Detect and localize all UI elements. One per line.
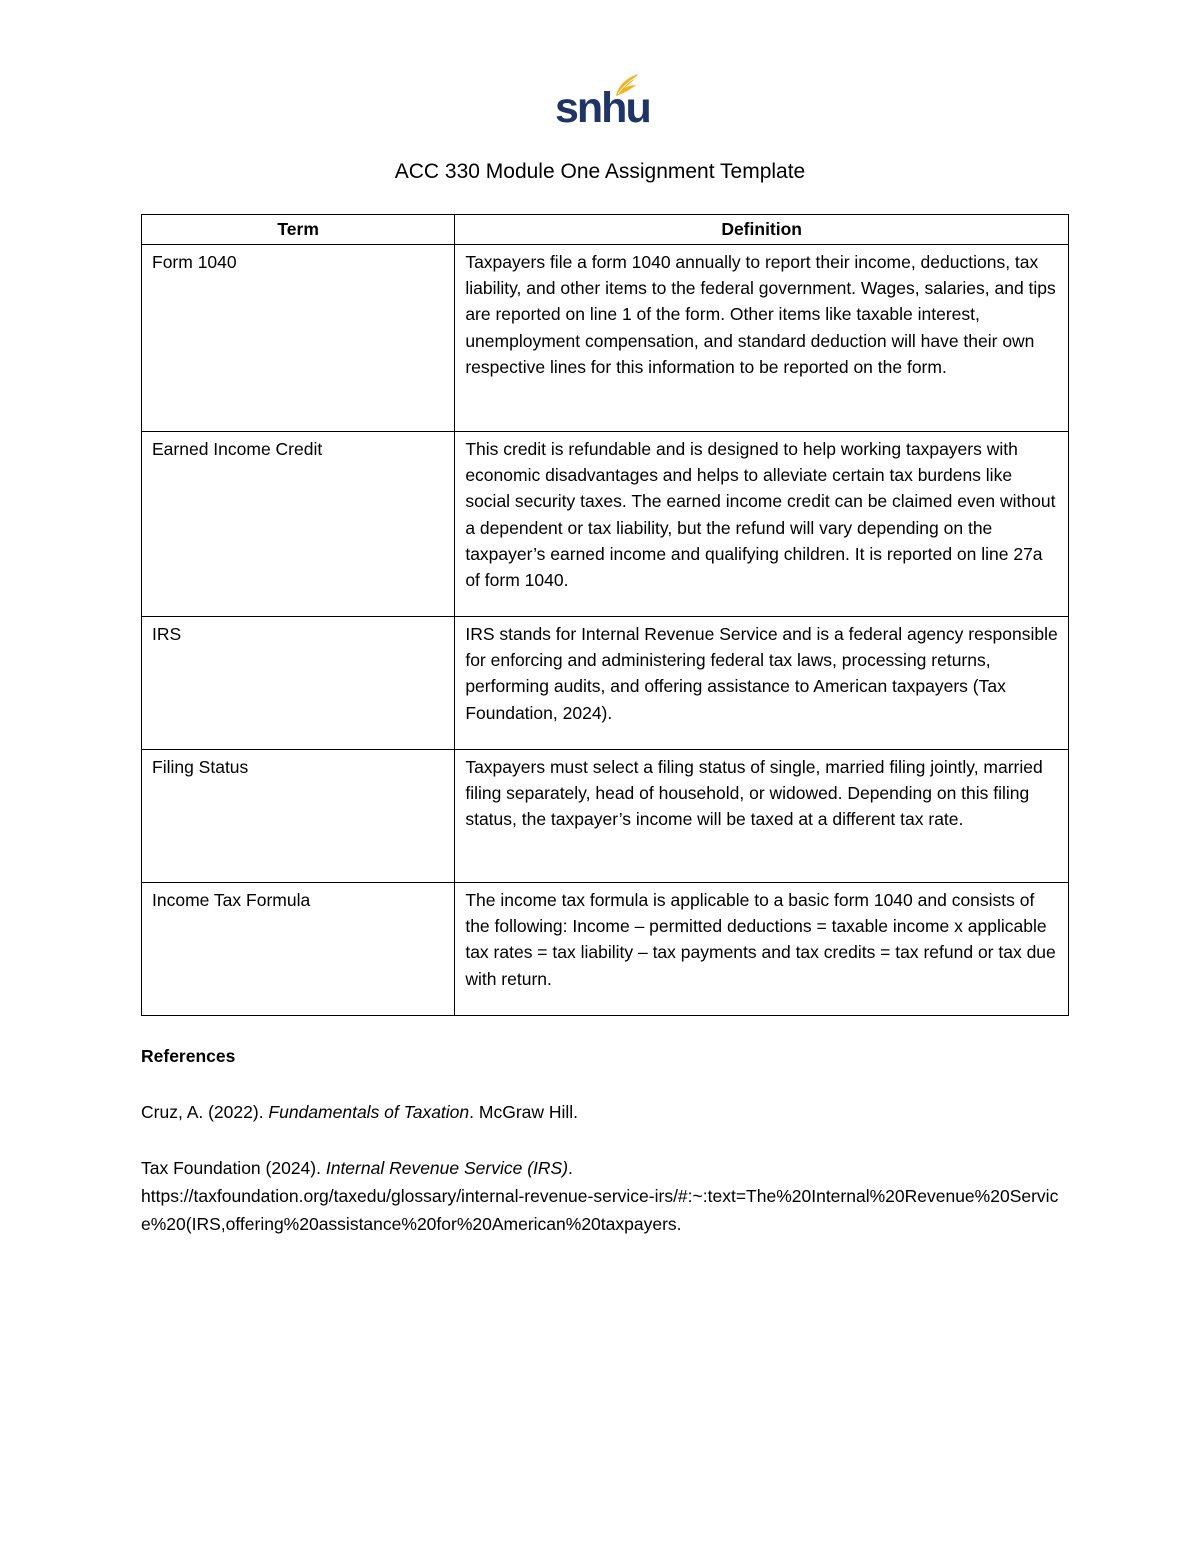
definition-cell: This credit is refundable and is designed to help working taxpayers with economic disadvantages and helps to alleviate certain tax burdens like social security taxes. The earned income credit can be claimed even without a dependent or tax liability, but the refund will vary depending on the taxpayer’s earned income and qualifying children. It is reported on line 27a of form 1040. [455, 432, 1069, 617]
term-cell: IRS [142, 617, 455, 750]
snhu-logo [555, 72, 650, 134]
reference-title: Fundamentals of Taxation [268, 1102, 470, 1122]
definition-cell: The income tax formula is applicable to a basic form 1040 and consists of the following: Income – permitted deductions = taxable income x applicable tax rates = tax liability – tax payments and tax credits = tax refund or tax due with return. [455, 883, 1069, 1016]
term-cell: Income Tax Formula [142, 883, 455, 1016]
reference-publisher: . McGraw Hill. [469, 1102, 579, 1122]
terms-table [141, 214, 1069, 1016]
reference-url[interactable]: https://taxfoundation.org/taxedu/glossary/internal-revenue-service-irs/#:~:text=The%20Internal%20Revenue%20Service%20(IRS,offering%20assistance%20for%20American%20taxpayers. [141, 1186, 1059, 1234]
reference-entry [141, 1098, 1081, 1126]
column-header-definition: Definition [455, 215, 1069, 245]
reference-author: Cruz, A. (2022). [141, 1102, 269, 1122]
definition-cell: IRS stands for Internal Revenue Service and is a federal agency responsible for enforcing and administering federal tax laws, processing returns, performing audits, and offering assistance to American taxpayers (Tax Foundation, 2024). [455, 617, 1069, 750]
table-row [142, 617, 1069, 750]
reference-title: Internal Revenue Service (IRS) [325, 1158, 569, 1178]
table-row [142, 432, 1069, 617]
definition-cell: Taxpayers file a form 1040 annually to report their income, deductions, tax liability, and other items to the federal government. Wages, salaries, and tips are reported on line 1 of the form. Other items like taxable interest, unemployment compensation, and standard deduction will have their own respective lines for this information to be reported on the form. [455, 245, 1069, 432]
references-heading: References [141, 1046, 236, 1066]
table-row [142, 883, 1069, 1016]
column-header-term: Term [142, 215, 455, 245]
term-cell: Earned Income Credit [142, 432, 455, 617]
reference-author: Tax Foundation (2024). [141, 1158, 326, 1178]
term-cell: Filing Status [142, 750, 455, 883]
reference-suffix: . [568, 1158, 573, 1178]
table-row [142, 245, 1069, 432]
references-section [141, 1042, 1081, 1266]
table-row [142, 750, 1069, 883]
table-header-row [142, 215, 1069, 245]
term-cell: Form 1040 [142, 245, 455, 432]
logo-text: snhu [555, 84, 650, 132]
page-title: ACC 330 Module One Assignment Template [394, 160, 806, 183]
definition-cell: Taxpayers must select a filing status of single, married filing jointly, married filing separately, head of household, or widowed. Depending on this filing status, the taxpayer’s income will be taxed at a different tax rate. [455, 750, 1069, 883]
reference-entry [141, 1154, 1081, 1238]
